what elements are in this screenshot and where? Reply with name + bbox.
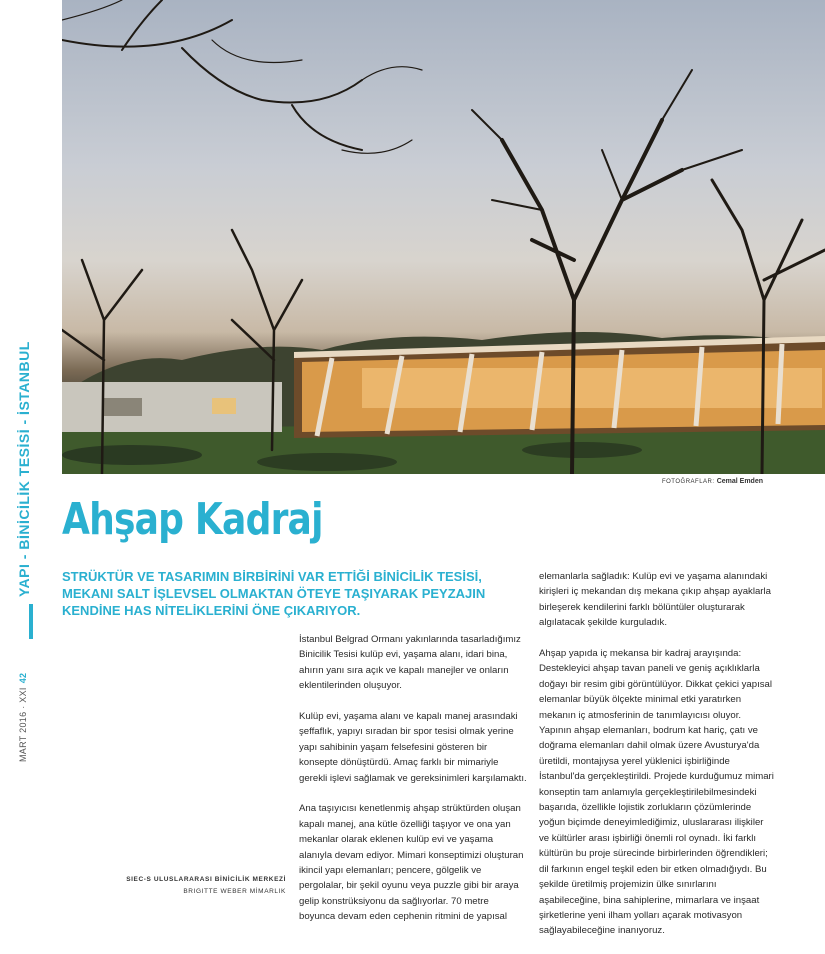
architect-name: BRIGITTE WEBER MİMARLIK xyxy=(183,888,286,895)
page-number: 42 xyxy=(18,672,28,684)
issue-info xyxy=(18,673,28,762)
hero-photo xyxy=(62,0,825,474)
equestrian-building-photo xyxy=(62,0,825,474)
issue-date: MART 2016 · XXI xyxy=(18,687,28,762)
section-title: YAPI - BİNİCİLİK TESİSİ - İSTANBUL xyxy=(16,341,32,597)
article-column-2 xyxy=(539,569,774,954)
article-column-1 xyxy=(299,632,527,940)
article-lead: STRÜKTÜR VE TASARIMIN BİRBİRİNİ VAR ETTİĞİ BİNİCİLİK TESİSİ, MEKANI SALT İŞLEVSEL OLMAKTAN ÖTEYE TAŞIYARAK PEYZAJIN KENDİNE HAS NİTELİKLERİNİ ÖNE ÇIKARIYOR. xyxy=(62,569,486,618)
project-name: SIEC-S ULUSLARARASI BİNİCİLİK MERKEZİ xyxy=(126,876,286,883)
article-title: Ahşap Kadraj xyxy=(62,494,323,545)
project-caption xyxy=(110,874,286,898)
paragraph: Ahşap yapıda iç mekansa bir kadraj arayışında: Destekleyici ahşap tavan paneli ve geniş açıklıklarla doğayı bir resim gibi görüntülüyor. Dikkat çekici yapısal elemanlar büyük ölçekte minimal etki yaratırken mekanın iç atmosferinin de tanımlayıcısı oluyor. Yapının ahşap elemanları, bodrum kat hariç, çatı ve doğrama elemanları dahil olmak üzere Avusturya'da üretildi, montajıysa yerel yüklenici işbirliğinde İstanbul'da gerçekleştirildi. Projede kurduğumuz mimari konseptin tam anlamıyla gerçekleştirilebilmesindeki başarıda, özellikle lojistik zorlukların çözümlerinde yoğun biçimde deneyimlediğimiz, uluslararası ilişkiler ve kültürler arası işbirliği önemli rol oynadı. İki farklı kültürün bu proje sürecinde birbirlerinden öğrendikleri; dil farkının engel teşkil eden bir etken olmadığıydı. Bu şekilde üretilmiş projemizin ülke sınırlarını aşabileceğine, bina sahiplerine, mimarlara ve inşaat şirketlerine yeni ilham yolları açarak motivasyon sağlayabileceğine inanıyoruz. xyxy=(539,648,774,937)
photo-credit-label: FOTOĞRAFLAR: xyxy=(661,479,715,485)
section-accent-bar xyxy=(29,604,33,639)
paragraph: Ana taşıyıcısı kenetlenmiş ahşap strüktürden oluşan kapalı manej, ana kütle özelliği taşıyor ve ona yan mekanlar olarak eklenen kulüp evi ve yaşama alanıyla devam ediyor. Mimari konseptimizi oluşturan ikincil yapı elemanları; pencere, gölgelik ve pergolalar, bir şekil oyunu veya puzzle gibi bir araya gelip konstrüksiyonu da sağlıyorlar. 70 metre boyunca devam eden cephenin ritmini de yapısal xyxy=(299,803,524,923)
page-sidebar xyxy=(2,341,50,772)
photo-credit-name: Cemal Emden xyxy=(716,478,763,485)
paragraph: İstanbul Belgrad Ormanı yakınlarında tasarladığımız Binicilik Tesisi kulüp evi, yaşama alanı, idari bina, ahırın yanı sıra açık ve kapalı manejler ve onların eklentilerinden oluşuyor. xyxy=(299,634,521,692)
paragraph: elemanlarla sağladık: Kulüp evi ve yaşama alanındaki kirişleri iç mekandan dış mekana çıkıp ahşap ayaklarla birleşerek kendilerini farklı bölüntüler oluşturarak algılatacak şekilde kurguladık. xyxy=(539,571,771,629)
paragraph: Kulüp evi, yaşama alanı ve kapalı manej arasındaki şeffaflık, yapıyı sıradan bir spor tesisi olmak yerine yapı sahibinin yaşam felsefesini gösteren bir konsepte dönüştürdü. Amaç farklı bir mimariyle gerekli işlevi sağlamak ve gereksinimleri karşılamaktı. xyxy=(299,711,527,784)
photo-credit xyxy=(662,478,763,485)
